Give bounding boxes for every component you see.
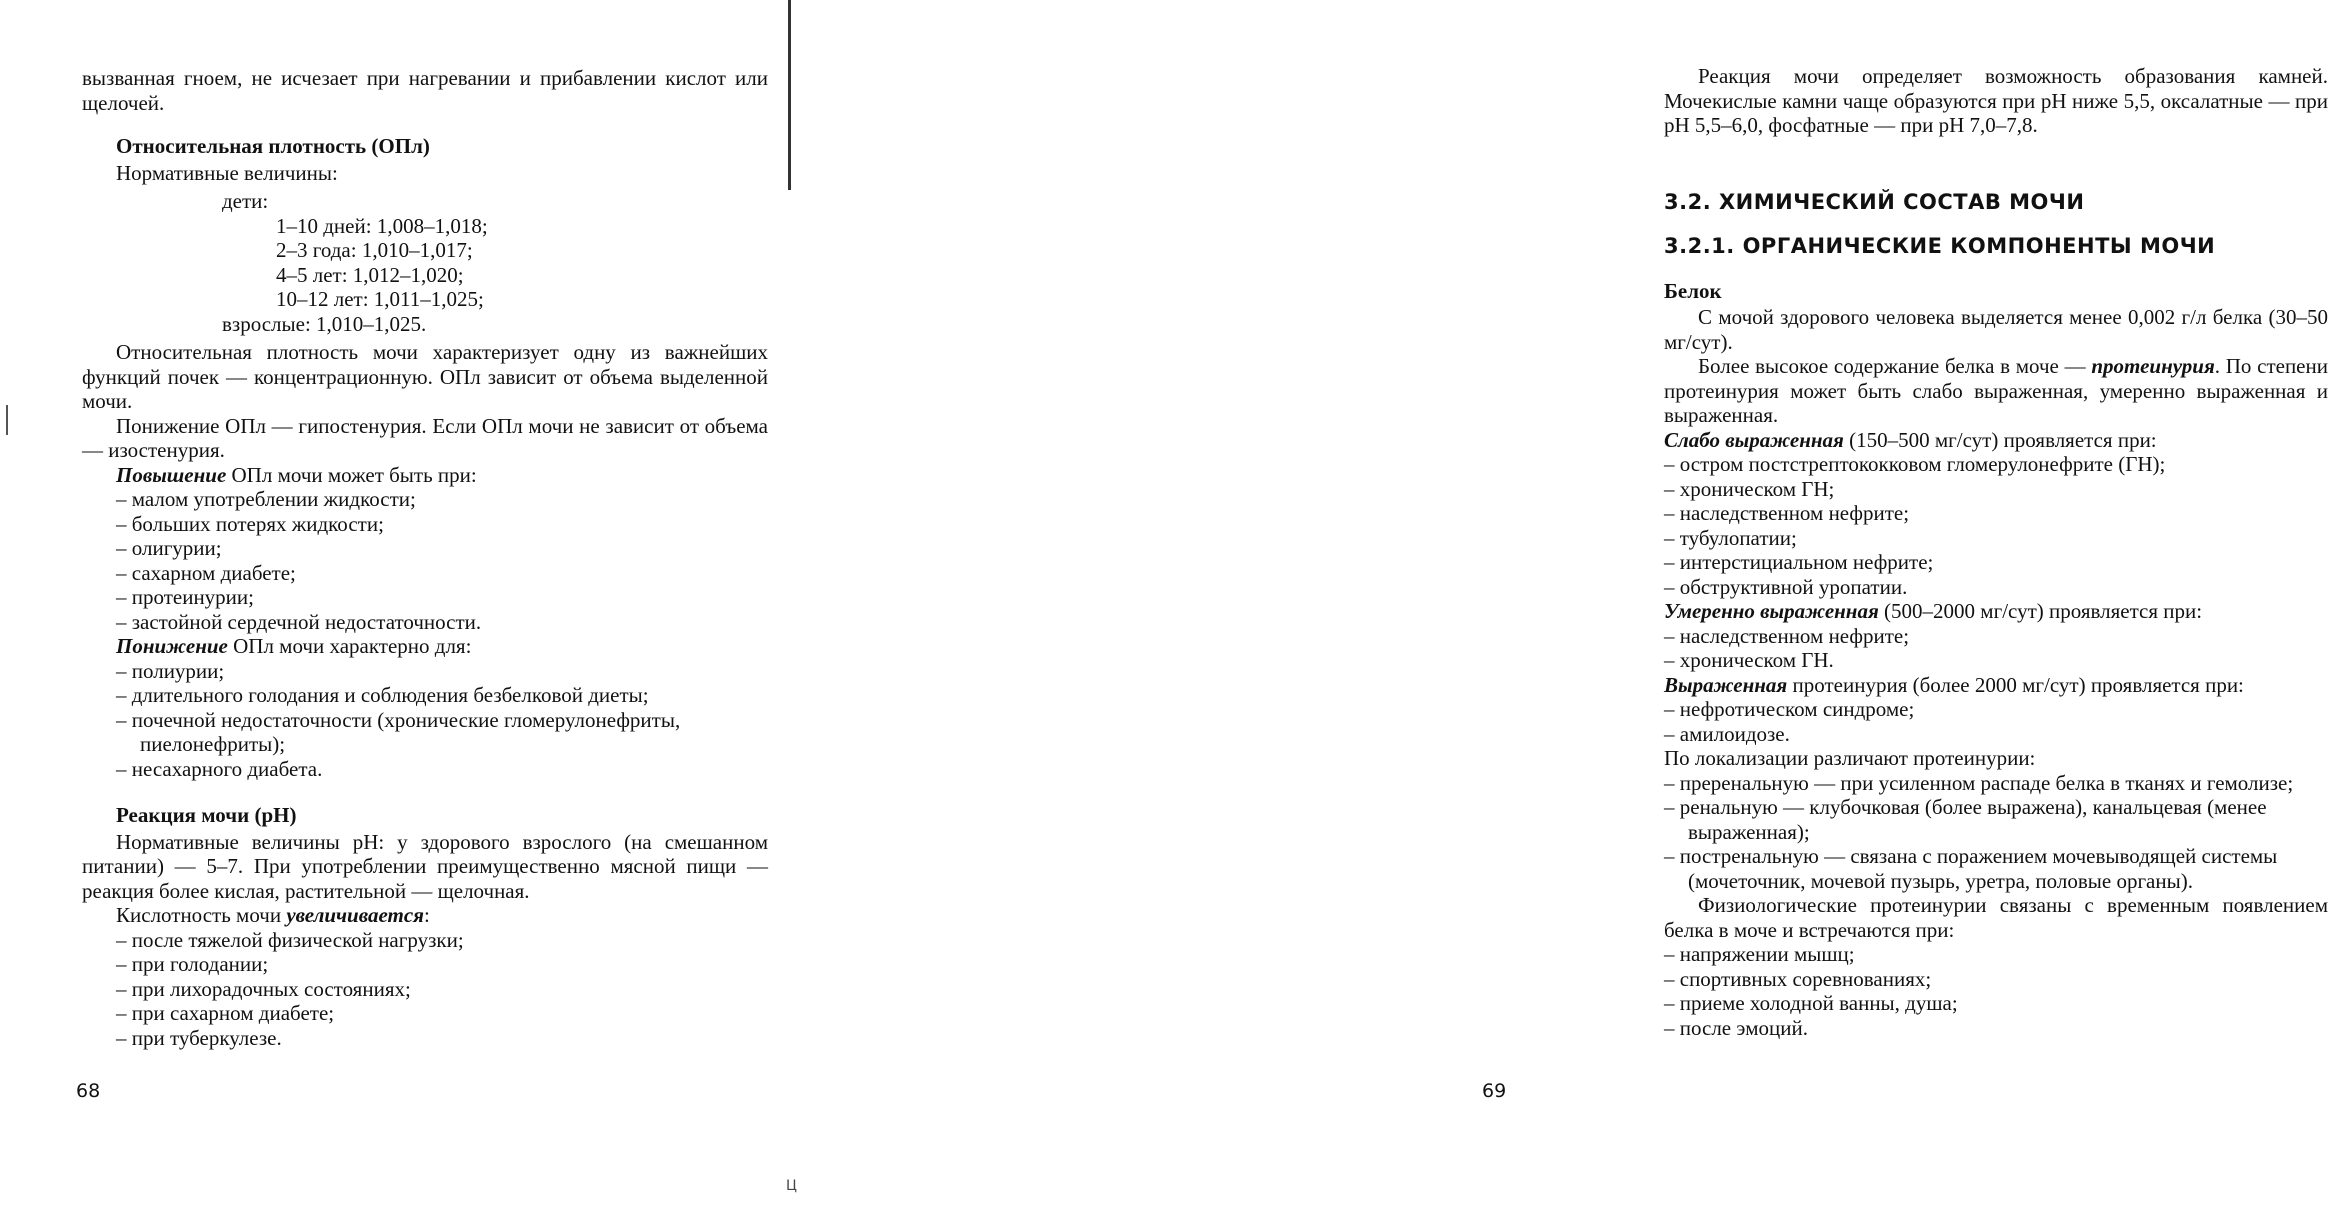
paragraph-function: Относительная плотность мочи характеризует одну из важнейших функций почек — концентрационную. ОПл зависит от объема выделенной мочи. [82, 340, 768, 413]
norm-label: Нормативные величины: [116, 160, 338, 185]
list-item: – преренальную — при усиленном распаде белка в тканях и гемолизе; [1664, 771, 2328, 796]
increase-lead [82, 463, 768, 488]
right-paragraph-1: Реакция мочи определяет возможность образования камней. Мочекислые камни чаще образуются при pH ниже 5,5, оксалатные — при pH 5,5–6,0, фосфатные — при pH 7,0–7,8. [1664, 64, 2328, 137]
proteinuria-rest: . По степени протеинурия может быть слабо выраженная, умеренно выраженная и выраженная. [1664, 354, 2328, 427]
decrease-list [116, 659, 768, 782]
list-item: – больших потерях жидкости; [116, 512, 768, 537]
right-column [1664, 64, 2328, 1040]
moderate-list [1664, 624, 2328, 673]
list-item: – нефротическом синдроме; [1664, 697, 2328, 722]
list-item: – постренальную — связана с поражением мочевыводящей системы (мочеточник, мочевой пузырь, уретра, половые органы). [1664, 844, 2328, 893]
list-item: – приеме холодной ванны, душа; [1664, 991, 2328, 1016]
acid-list [116, 928, 768, 1051]
list-item: – хроническом ГН. [1664, 648, 2328, 673]
page-left [0, 0, 800, 1213]
list-item: – после эмоций. [1664, 1016, 2328, 1041]
acid-colon: : [424, 903, 430, 927]
list-item: – интерстициальном нефрите; [1664, 550, 2328, 575]
list-item: – после тяжелой физической нагрузки; [116, 928, 768, 953]
list-item: – хроническом ГН; [1664, 477, 2328, 502]
list-item: – протеинурии; [116, 585, 768, 610]
list-item: – амилоидозе. [1664, 722, 2328, 747]
proteinuria-lead: Более высокое содержание белка в моче — [1698, 354, 2092, 378]
list-item: – сахарном диабете; [116, 561, 768, 586]
proteinuria-emphasis: протеинурия [2091, 354, 2215, 378]
paragraph-physiological: Физиологические протеинурии связаны с временным появлением белка в моче и встречаются при: [1664, 893, 2328, 942]
list-item: – наследственном нефрите; [1664, 624, 2328, 649]
list-item: – наследственном нефрите; [1664, 501, 2328, 526]
decrease-emphasis: Понижение [116, 634, 228, 658]
list-item: – остром постстрептококковом гломерулонефрите (ГН); [1664, 452, 2328, 477]
list-item: – ренальную — клубочковая (более выражена), канальцевая (менее выраженная); [1664, 795, 2328, 844]
weak-emphasis: Слабо выраженная [1664, 427, 1844, 452]
list-item: – олигурии; [116, 536, 768, 561]
list-item: – тубулопатии; [1664, 526, 2328, 551]
gutter-mark: Ц [786, 1178, 797, 1194]
paragraph-protein: С мочой здорового человека выделяется менее 0,002 г/л белка (30–50 мг/сут). [1664, 305, 2328, 354]
children-value: 2–3 года: 1,010–1,017; [276, 238, 473, 262]
localization-list [1664, 771, 2328, 894]
children-label: дети: [222, 189, 269, 213]
acid-emphasis: увеличивается [286, 903, 424, 927]
weak-text: (150–500 мг/сут) проявляется при: [1843, 427, 2157, 452]
children-value: 10–12 лет: 1,011–1,025; [276, 287, 484, 311]
localization-lead: По локализации различают протеинурии: [1664, 746, 2036, 770]
list-item: – полиурии; [116, 659, 768, 684]
physiological-list [1664, 942, 2328, 1040]
page-number-right: 69 [1482, 1080, 1507, 1102]
weak-lead [1664, 428, 2328, 453]
moderate-emphasis: Умеренно выраженная [1664, 599, 1879, 623]
severe-list [1664, 697, 2328, 746]
left-column [82, 66, 768, 1050]
severe-lead [1664, 673, 2328, 698]
list-item: – при туберкулезе. [116, 1026, 768, 1051]
list-item: – почечной недостаточности (хронические гломерулонефриты, пиелонефриты); [116, 708, 768, 757]
children-value: 1–10 дней: 1,008–1,018; [276, 213, 488, 238]
severe-text: протеинурия (более 2000 мг/сут) проявляется при: [1787, 672, 2244, 697]
section-heading-3-2: 3.2. ХИМИЧЕСКИЙ СОСТАВ МОЧИ [1664, 189, 2085, 214]
list-item: – малом употреблении жидкости; [116, 487, 768, 512]
section-heading-3-2-1: 3.2.1. ОРГАНИЧЕСКИЕ КОМПОНЕНТЫ МОЧИ [1664, 234, 2216, 258]
list-item: – обструктивной уропатии. [1664, 575, 2328, 600]
adults-value: взрослые: 1,010–1,025. [222, 311, 427, 336]
weak-list [1664, 452, 2328, 599]
acid-lead [82, 903, 768, 928]
decrease-lead [82, 634, 768, 659]
increase-emphasis: Повышение [116, 462, 227, 487]
children-values [276, 214, 768, 312]
acid-lead-text: Кислотность мочи [116, 903, 287, 927]
list-item: – несахарного диабета. [116, 757, 768, 782]
paragraph-ph: Нормативные величины pH: у здорового взрослого (на смешанном питании) — 5–7. При употреблении преимущественно мясной пищи — реакция более кислая, растительной — щелочная. [82, 829, 768, 903]
page-right [800, 0, 2328, 1213]
list-item: – при сахарном диабете; [116, 1001, 768, 1026]
list-item: – при голодании; [116, 952, 768, 977]
opl-heading: Относительная плотность (ОПл) [116, 134, 430, 158]
increase-text: ОПл мочи может быть при: [226, 462, 477, 487]
severe-emphasis: Выраженная [1664, 672, 1788, 697]
paragraph-proteinuria [1664, 354, 2328, 428]
list-item: – напряжении мышц; [1664, 942, 2328, 967]
list-item: – при лихорадочных состояниях; [116, 977, 768, 1002]
moderate-lead [1664, 599, 2328, 624]
left-paragraph-1: вызванная гноем, не исчезает при нагревании и прибавлении кислот или щелочей. [82, 66, 768, 115]
children-value: 4–5 лет: 1,012–1,020; [276, 262, 464, 287]
moderate-text: (500–2000 мг/сут) проявляется при: [1878, 599, 2203, 623]
list-item: – спортивных соревнованиях; [1664, 967, 2328, 992]
protein-heading: Белок [1664, 278, 1722, 303]
ph-heading: Реакция мочи (pH) [116, 803, 297, 827]
page-number-left: 68 [76, 1080, 101, 1102]
paragraph-hyposthenuria: Понижение ОПл — гипостенурия. Если ОПл мочи не зависит от объема — изостенурия. [82, 413, 768, 462]
increase-list [116, 487, 768, 634]
list-item: – длительного голодания и соблюдения безбелковой диеты; [116, 683, 768, 708]
decrease-text: ОПл мочи характерно для: [227, 634, 472, 658]
list-item: – застойной сердечной недостаточности. [116, 610, 768, 635]
